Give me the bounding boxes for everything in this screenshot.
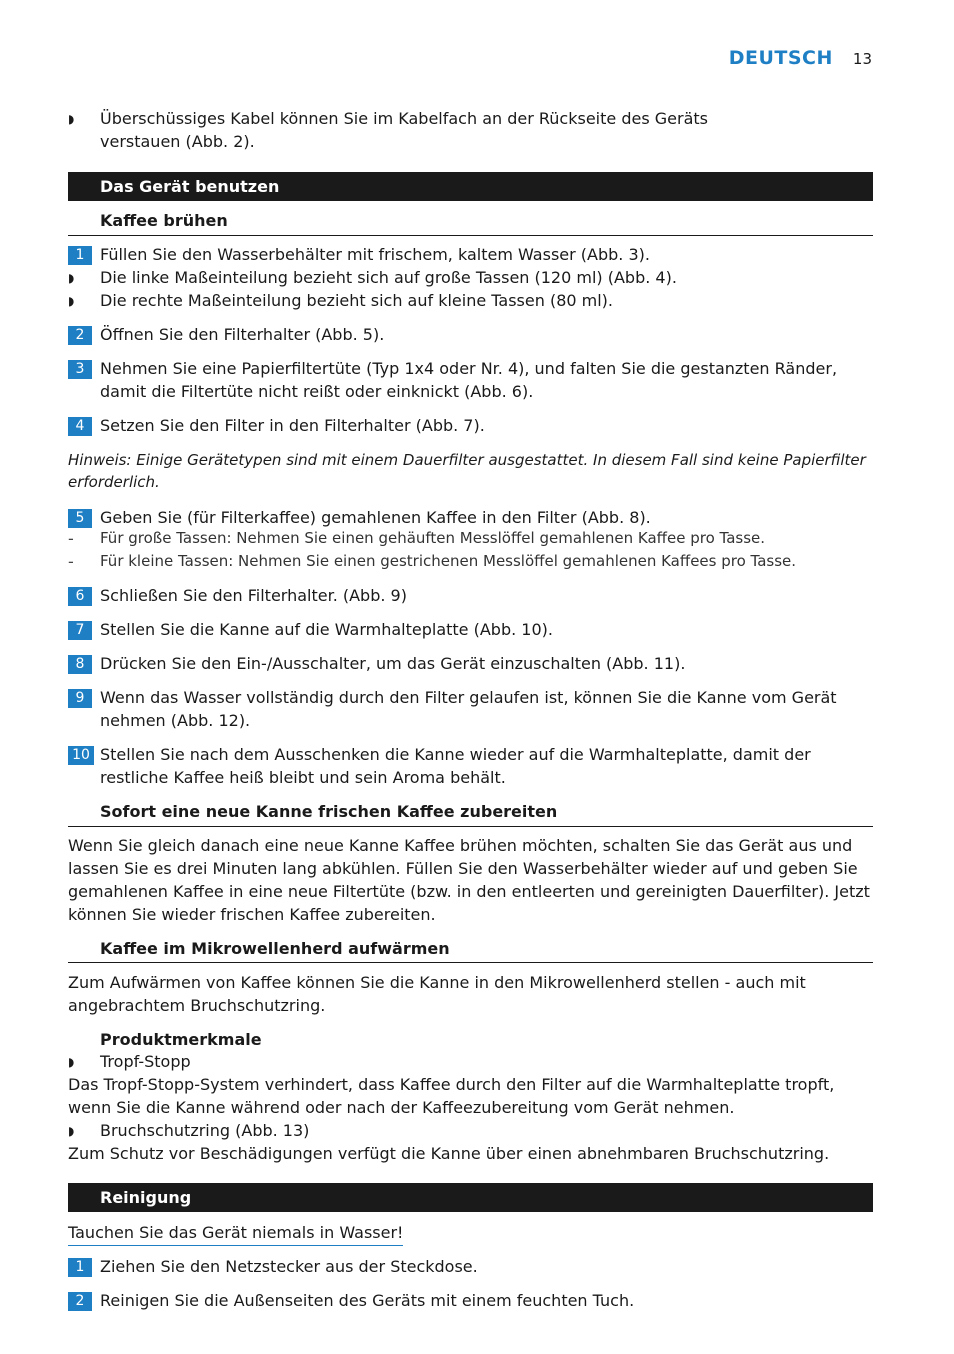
step-number: 1 <box>68 246 92 265</box>
dash-text: Für große Tassen: Nehmen Sie einen gehäuften Messlöffel gemahlenen Kaffee pro Tasse. <box>100 529 766 547</box>
section-title: Reinigung <box>100 1188 192 1207</box>
feature-label: Tropf-Stopp <box>100 1052 191 1071</box>
section-title: Das Gerät benutzen <box>100 177 280 196</box>
bullet-icon: ◗ <box>68 112 75 126</box>
bullet-text: Die rechte Maßeinteilung bezieht sich auf kleine Tassen (80 ml). <box>100 291 613 310</box>
step-number: 10 <box>68 746 94 765</box>
step-text: Öffnen Sie den Filterhalter (Abb. 5). <box>100 325 385 344</box>
step-number: 6 <box>68 587 92 606</box>
bullet-text: Die linke Maßeinteilung bezieht sich auf große Tassen (120 ml) (Abb. 4). <box>100 268 677 287</box>
warning-text: Tauchen Sie das Gerät niemals in Wasser! <box>68 1221 403 1246</box>
step-text: nehmen (Abb. 12). <box>100 711 251 730</box>
subsection-title: Produktmerkmale <box>100 1030 262 1049</box>
dash-text: Für kleine Tassen: Nehmen Sie einen gestrichenen Messlöffel gemahlenen Kaffees pro Tasse. <box>100 552 797 570</box>
step-number: 5 <box>68 509 92 528</box>
step-number: 2 <box>68 326 92 345</box>
subsection-title: Kaffee im Mikrowellenherd aufwärmen <box>100 939 450 958</box>
step-number: 3 <box>68 360 92 379</box>
language-label: DEUTSCH <box>728 47 833 69</box>
feature-label: Bruchschutzring (Abb. 13) <box>100 1121 310 1140</box>
step-text: Nehmen Sie eine Papierfiltertüte (Typ 1x4 oder Nr. 4), und falten Sie die gestanzten Ränder, <box>100 359 838 378</box>
note-text: Hinweis: Einige Gerätetypen sind mit einem Dauerfilter ausgestattet. In diesem Fall sind keine Papierfilter erforderlich. <box>68 451 866 491</box>
paragraph-line: Das Tropf-Stopp-System verhindert, dass Kaffee durch den Filter auf die Warmhalteplatte tropft, <box>68 1075 835 1094</box>
step-text: Füllen Sie den Wasserbehälter mit frischem, kaltem Wasser (Abb. 3). <box>100 245 650 264</box>
step-text: Setzen Sie den Filter in den Filterhalter (Abb. 7). <box>100 416 485 435</box>
bullet-icon: ◗ <box>68 271 75 285</box>
subsection-title: Sofort eine neue Kanne frischen Kaffee zubereiten <box>100 802 558 821</box>
step-text: Stellen Sie die Kanne auf die Warmhalteplatte (Abb. 10). <box>100 620 553 639</box>
dash-marker: - <box>68 529 74 548</box>
bullet-icon: ◗ <box>68 1055 75 1069</box>
step-text: Reinigen Sie die Außenseiten des Geräts mit einem feuchten Tuch. <box>100 1291 635 1310</box>
step-number: 9 <box>68 689 92 708</box>
step-text: damit die Filtertüte nicht reißt oder einknickt (Abb. 6). <box>100 382 534 401</box>
paragraph-line: lassen Sie es drei Minuten lang abkühlen. Füllen Sie den Wasserbehälter wieder auf und geben Sie <box>68 859 858 878</box>
section-bar <box>68 1183 873 1212</box>
step-text: Ziehen Sie den Netzstecker aus der Steckdose. <box>100 1257 478 1276</box>
paragraph-line: Zum Schutz vor Beschädigungen verfügt die Kanne über einen abnehmbaren Bruchschutzring. <box>68 1144 830 1163</box>
step-number: 7 <box>68 621 92 640</box>
bullet-icon: ◗ <box>68 1124 75 1138</box>
step-text: Geben Sie (für Filterkaffee) gemahlenen Kaffee in den Filter (Abb. 8). <box>100 508 651 527</box>
step-text: Wenn das Wasser vollständig durch den Filter gelaufen ist, können Sie die Kanne vom Gerät <box>100 688 837 707</box>
divider <box>68 826 873 827</box>
divider <box>68 962 873 963</box>
step-number: 4 <box>68 417 92 436</box>
paragraph-line: angebrachtem Bruchschutzring. <box>68 996 326 1015</box>
divider <box>68 235 873 236</box>
page-number: 13 <box>852 50 872 68</box>
intro-line: Überschüssiges Kabel können Sie im Kabelfach an der Rückseite des Geräts <box>100 109 708 128</box>
paragraph-line: Wenn Sie gleich danach eine neue Kanne Kaffee brühen möchten, schalten Sie das Gerät aus und <box>68 836 853 855</box>
section-bar <box>68 172 873 201</box>
intro-line: verstauen (Abb. 2). <box>100 132 255 151</box>
step-number: 8 <box>68 655 92 674</box>
step-text: Stellen Sie nach dem Ausschenken die Kanne wieder auf die Warmhalteplatte, damit der <box>100 745 811 764</box>
page-header <box>729 47 872 69</box>
paragraph-line: gemahlenen Kaffee in eine neue Filtertüte (bzw. in den entleerten und gereinigten Dauerfilter). Jetzt <box>68 882 870 901</box>
step-text: restliche Kaffee heiß bleibt und sein Aroma behält. <box>100 768 506 787</box>
step-number: 2 <box>68 1292 92 1311</box>
bullet-icon: ◗ <box>68 294 75 308</box>
step-text: Drücken Sie den Ein-/Ausschalter, um das Gerät einzuschalten (Abb. 11). <box>100 654 686 673</box>
step-text: Schließen Sie den Filterhalter. (Abb. 9) <box>100 586 407 605</box>
dash-marker: - <box>68 552 74 571</box>
step-number: 1 <box>68 1258 92 1277</box>
paragraph-line: Zum Aufwärmen von Kaffee können Sie die Kanne in den Mikrowellenherd stellen - auch mit <box>68 973 806 992</box>
paragraph-line: wenn Sie die Kanne während oder nach der Kaffeezubereitung vom Gerät nehmen. <box>68 1098 735 1117</box>
subsection-title: Kaffee brühen <box>100 211 228 230</box>
paragraph-line: können Sie wieder frischen Kaffee zubereiten. <box>68 905 436 924</box>
